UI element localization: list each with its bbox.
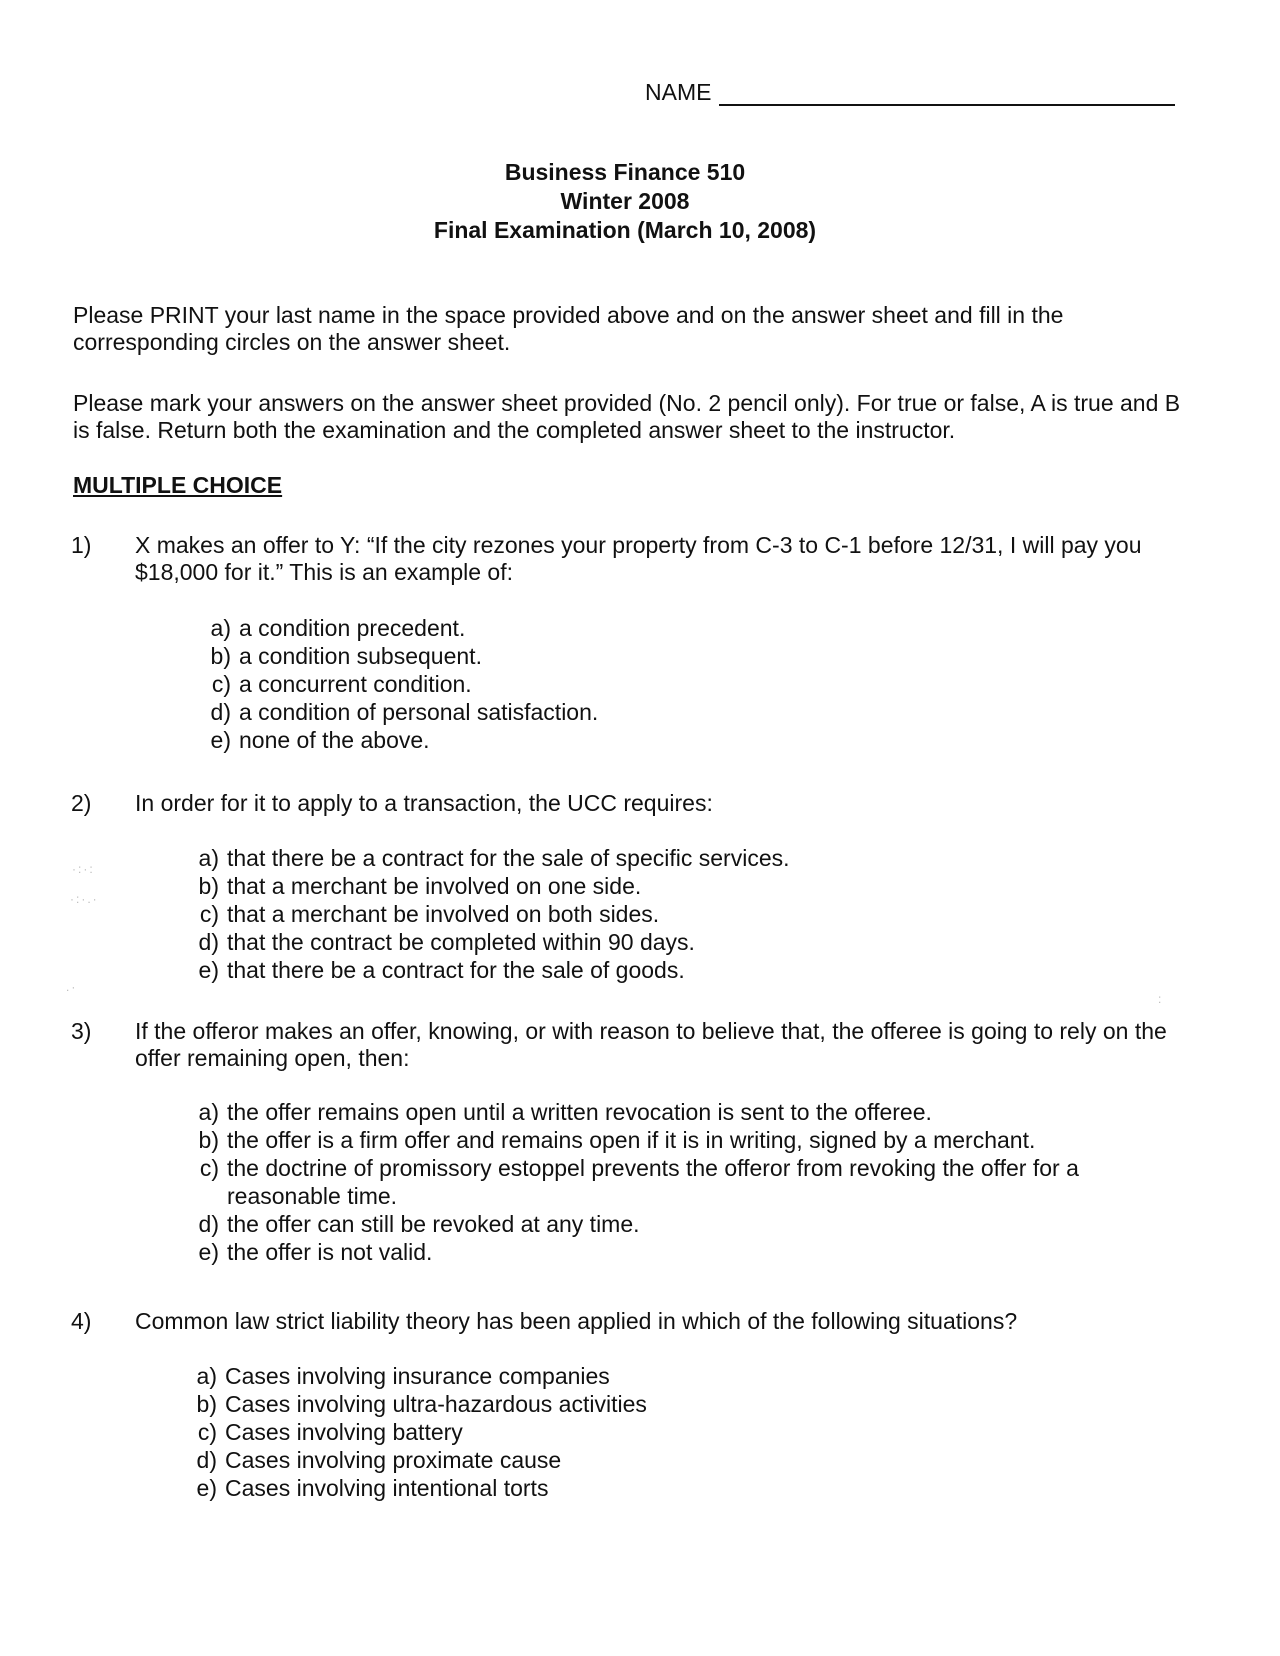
answer-option bbox=[185, 1418, 1085, 1446]
question-number: 3) bbox=[71, 1018, 92, 1044]
answer-option bbox=[187, 872, 1087, 900]
scan-speck: ·:·: bbox=[72, 862, 95, 876]
course-title: Business Finance 510 bbox=[504, 159, 746, 185]
option-text: the offer remains open until a written revocation is sent to the offeree. bbox=[227, 1099, 932, 1125]
answer-options bbox=[185, 1362, 1085, 1502]
option-letter: b) bbox=[198, 873, 219, 899]
answer-option bbox=[185, 1474, 1085, 1502]
question-text: If the offeror makes an offer, knowing, or with reason to believe that, the offeree is going to rely on the offer remaining open, then: bbox=[135, 1018, 1167, 1071]
question-number: 1) bbox=[71, 532, 92, 558]
answer-option bbox=[199, 726, 1099, 754]
answer-option bbox=[185, 1390, 1085, 1418]
option-text: a condition of personal satisfaction. bbox=[239, 699, 599, 725]
option-letter: e) bbox=[198, 1239, 219, 1265]
answer-option bbox=[187, 956, 1087, 984]
option-text: the offer is not valid. bbox=[227, 1239, 433, 1265]
instructions-paragraph-2: Please mark your answers on the answer sheet provided (No. 2 pencil only). For true or false, A is true and B is false. Return both the examination and the completed answer sheet to the instructor. bbox=[73, 390, 1181, 443]
option-letter: a) bbox=[196, 1363, 217, 1389]
answer-option bbox=[187, 844, 1087, 872]
answer-option bbox=[187, 900, 1087, 928]
option-text: that a merchant be involved on both sides. bbox=[227, 901, 660, 927]
option-text: a concurrent condition. bbox=[239, 671, 472, 697]
question-text: Common law strict liability theory has been applied in which of the following situations? bbox=[135, 1308, 1018, 1334]
option-letter: c) bbox=[199, 1155, 219, 1181]
answer-options bbox=[187, 1098, 1127, 1266]
option-letter: c) bbox=[199, 901, 219, 927]
answer-option bbox=[185, 1446, 1085, 1474]
exam-title-block bbox=[0, 158, 1250, 245]
option-letter: b) bbox=[198, 1127, 219, 1153]
question-number: 2) bbox=[71, 790, 92, 816]
section-heading: MULTIPLE CHOICE bbox=[73, 472, 283, 498]
question-number: 4) bbox=[71, 1308, 92, 1334]
answer-option bbox=[187, 1238, 1127, 1266]
question-text: In order for it to apply to a transaction, the UCC requires: bbox=[135, 790, 713, 816]
option-letter: e) bbox=[198, 957, 219, 983]
option-letter: d) bbox=[198, 929, 219, 955]
option-text: that there be a contract for the sale of specific services. bbox=[227, 845, 790, 871]
option-text: a condition subsequent. bbox=[239, 643, 482, 669]
option-letter: a) bbox=[198, 1099, 219, 1125]
option-letter: b) bbox=[210, 643, 231, 669]
option-text: the offer is a firm offer and remains open if it is in writing, signed by a merchant. bbox=[227, 1127, 1036, 1153]
option-text: the offer can still be revoked at any time. bbox=[227, 1211, 640, 1237]
option-text: Cases involving proximate cause bbox=[225, 1447, 562, 1473]
name-blank-line[interactable] bbox=[719, 80, 1175, 106]
scan-speck: .· bbox=[66, 980, 78, 994]
option-text: Cases involving intentional torts bbox=[225, 1475, 549, 1501]
answer-option bbox=[187, 1154, 1127, 1210]
question-2 bbox=[71, 790, 1181, 983]
answer-option bbox=[187, 1098, 1127, 1126]
answer-option bbox=[187, 1210, 1127, 1238]
option-letter: a) bbox=[198, 845, 219, 871]
scan-speck: ·:·.· bbox=[70, 892, 99, 906]
option-letter: b) bbox=[196, 1391, 217, 1417]
option-text: the doctrine of promissory estoppel prevents the offeror from revoking the offer for a reasonable time. bbox=[227, 1155, 1079, 1209]
option-letter: d) bbox=[198, 1211, 219, 1237]
option-letter: e) bbox=[210, 727, 231, 753]
name-field-row bbox=[645, 72, 1175, 106]
question-text: X makes an offer to Y: “If the city rezones your property from C-3 to C-1 before 12/31, I will pay you $18,000 for it.” This is an example of: bbox=[135, 532, 1142, 585]
option-text: a condition precedent. bbox=[239, 615, 466, 641]
option-letter: a) bbox=[210, 615, 231, 641]
option-text: Cases involving insurance companies bbox=[225, 1363, 610, 1389]
answer-options bbox=[199, 614, 1099, 754]
option-letter: d) bbox=[210, 699, 231, 725]
option-text: that there be a contract for the sale of goods. bbox=[227, 957, 685, 983]
option-text: none of the above. bbox=[239, 727, 430, 753]
option-text: Cases involving battery bbox=[225, 1419, 463, 1445]
answer-option bbox=[199, 670, 1099, 698]
answer-option bbox=[187, 1126, 1127, 1154]
option-letter: d) bbox=[196, 1447, 217, 1473]
option-letter: c) bbox=[197, 1419, 217, 1445]
answer-option bbox=[185, 1362, 1085, 1390]
option-letter: e) bbox=[196, 1475, 217, 1501]
instructions-paragraph-1: Please PRINT your last name in the space provided above and on the answer sheet and fill in the corresponding circles on the answer sheet. bbox=[73, 302, 1064, 355]
scan-speck: : bbox=[1158, 992, 1164, 1006]
question-3 bbox=[71, 1018, 1181, 1265]
question-1 bbox=[71, 532, 1181, 753]
answer-option bbox=[199, 642, 1099, 670]
answer-option bbox=[199, 698, 1099, 726]
answer-options bbox=[187, 844, 1087, 984]
term-title: Winter 2008 bbox=[560, 188, 690, 214]
answer-option bbox=[199, 614, 1099, 642]
option-text: that a merchant be involved on one side. bbox=[227, 873, 642, 899]
option-text: that the contract be completed within 90 days. bbox=[227, 929, 695, 955]
exam-title: Final Examination (March 10, 2008) bbox=[433, 217, 817, 243]
answer-option bbox=[187, 928, 1087, 956]
option-text: Cases involving ultra-hazardous activities bbox=[225, 1391, 647, 1417]
name-label: NAME bbox=[645, 79, 712, 105]
option-letter: c) bbox=[211, 671, 231, 697]
question-4 bbox=[71, 1308, 1181, 1501]
